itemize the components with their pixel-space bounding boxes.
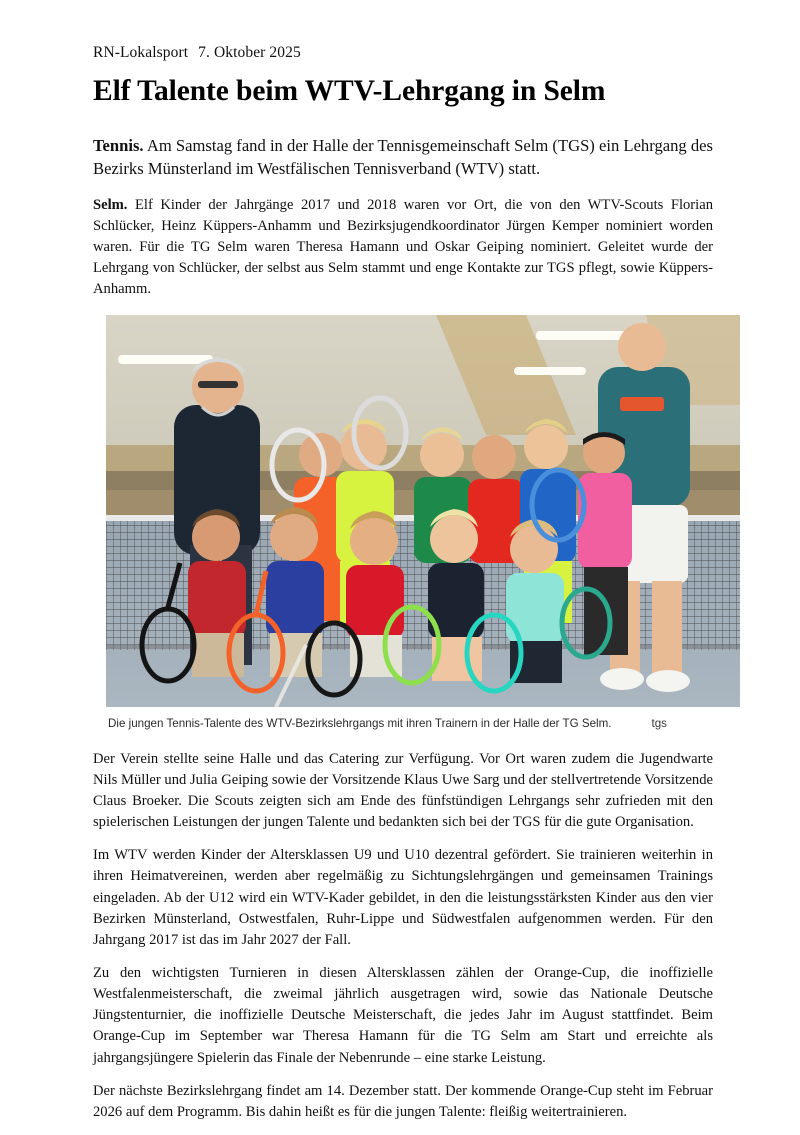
- group-photo-illustration: [106, 315, 740, 707]
- article-content: [93, 44, 713, 1135]
- article-figure: [106, 315, 740, 731]
- photo-caption-text: Die jungen Tennis-Talente des WTV-Bezirkslehrgangs mit ihren Trainern in der Halle der TG Selm.: [108, 716, 612, 730]
- body-paragraph-3: Zu den wichtigsten Turnieren in diesen Altersklassen zählen der Orange-Cup, die inoffizielle Westfalenmeisterschaft, die zweimal jährlich ausgetragen wird, sowie das Nationale Deutsche Jüngstenturnier, die inoffizielle Deutsche Meisterschaft, die jedes Jahr im August stattfindet. Beim Orange-Cup im September war Theresa Hamann für die TG Selm am Start und erreichte als jahrgangsjüngere Spielerin das Finale der Nebenrunde – eine starke Leistung.: [93, 965, 713, 1066]
- photo-credit: tgs: [651, 716, 667, 730]
- dateline: Selm.: [93, 196, 128, 213]
- intro-paragraph-text: Elf Kinder der Jahrgänge 2017 und 2018 waren vor Ort, die von den WTV-Scouts Florian Schlücker, Heinz Küppers-Anhamm und Bezirksjugendkoordinator Jürgen Kemper nominiert worden waren. Für die TG Selm waren Theresa Hamann und Oskar Geiping nominiert. Geleitet wurde der Lehrgang von Schlücker, der selbst aus Selm stammt und enge Kontakte zur TGS pflegt, sowie Küppers-Anhamm.: [93, 196, 713, 298]
- body-paragraph-4: Der nächste Bezirkslehrgang findet am 14. Dezember statt. Der kommende Orange-Cup steht im Februar 2026 auf dem Programm. Bis dahin heißt es für die jungen Talente: fleißig weitertrainieren.: [93, 1082, 713, 1120]
- lead-paragraph: [93, 134, 713, 181]
- page-title: Elf Talente beim WTV-Lehrgang in Selm: [93, 74, 606, 107]
- body-paragraph-2: Im WTV werden Kinder der Altersklassen U9 und U10 dezentral gefördert. Sie trainieren weiterhin in ihren Heimatvereinen, werden aber regelmäßig zu Sichtungslehrgängen und gemeinsamen Trainings eingeladen. Ab der U12 wird ein WTV-Kader gebildet, in den die leistungsstärksten Kinder aus den vier Bezirken Münsterland, Ostwestfalen, Ruhr-Lippe und Südwestfalen aufgenommen werden. Für den Jahrgang 2017 ist das im Jahr 2027 der Fall.: [93, 847, 713, 948]
- body-paragraph-1: Der Verein stellte seine Halle und das Catering zur Verfügung. Vor Ort waren zudem die Jugendwarte Nils Müller und Julia Geiping sowie der Vorsitzende Klaus Uwe Sarg und der stellvertretende Vorsitzende Claus Broeker. Die Scouts zeigten sich am Ende des fünfstündigen Lehrgangs sehr zufrieden mit den spielerischen Leistungen der jungen Talente und bedankten sich bei der TGS für die gute Organisation.: [93, 750, 713, 831]
- lead-paragraph-text: Am Samstag fand in der Halle der Tennisgemeinschaft Selm (TGS) ein Lehrgang des Bezirks Münsterland im Westfälischen Tennisverband (WTV) statt.: [93, 135, 713, 179]
- masthead-kicker: RN-Lokalsport: [93, 44, 189, 61]
- lead-section-label: Tennis.: [93, 135, 144, 155]
- intro-paragraph: [93, 195, 713, 301]
- photo-caption: [106, 716, 740, 731]
- masthead-date: 7. Oktober 2025: [198, 44, 301, 61]
- masthead: [93, 44, 713, 63]
- group-photo: [106, 315, 740, 707]
